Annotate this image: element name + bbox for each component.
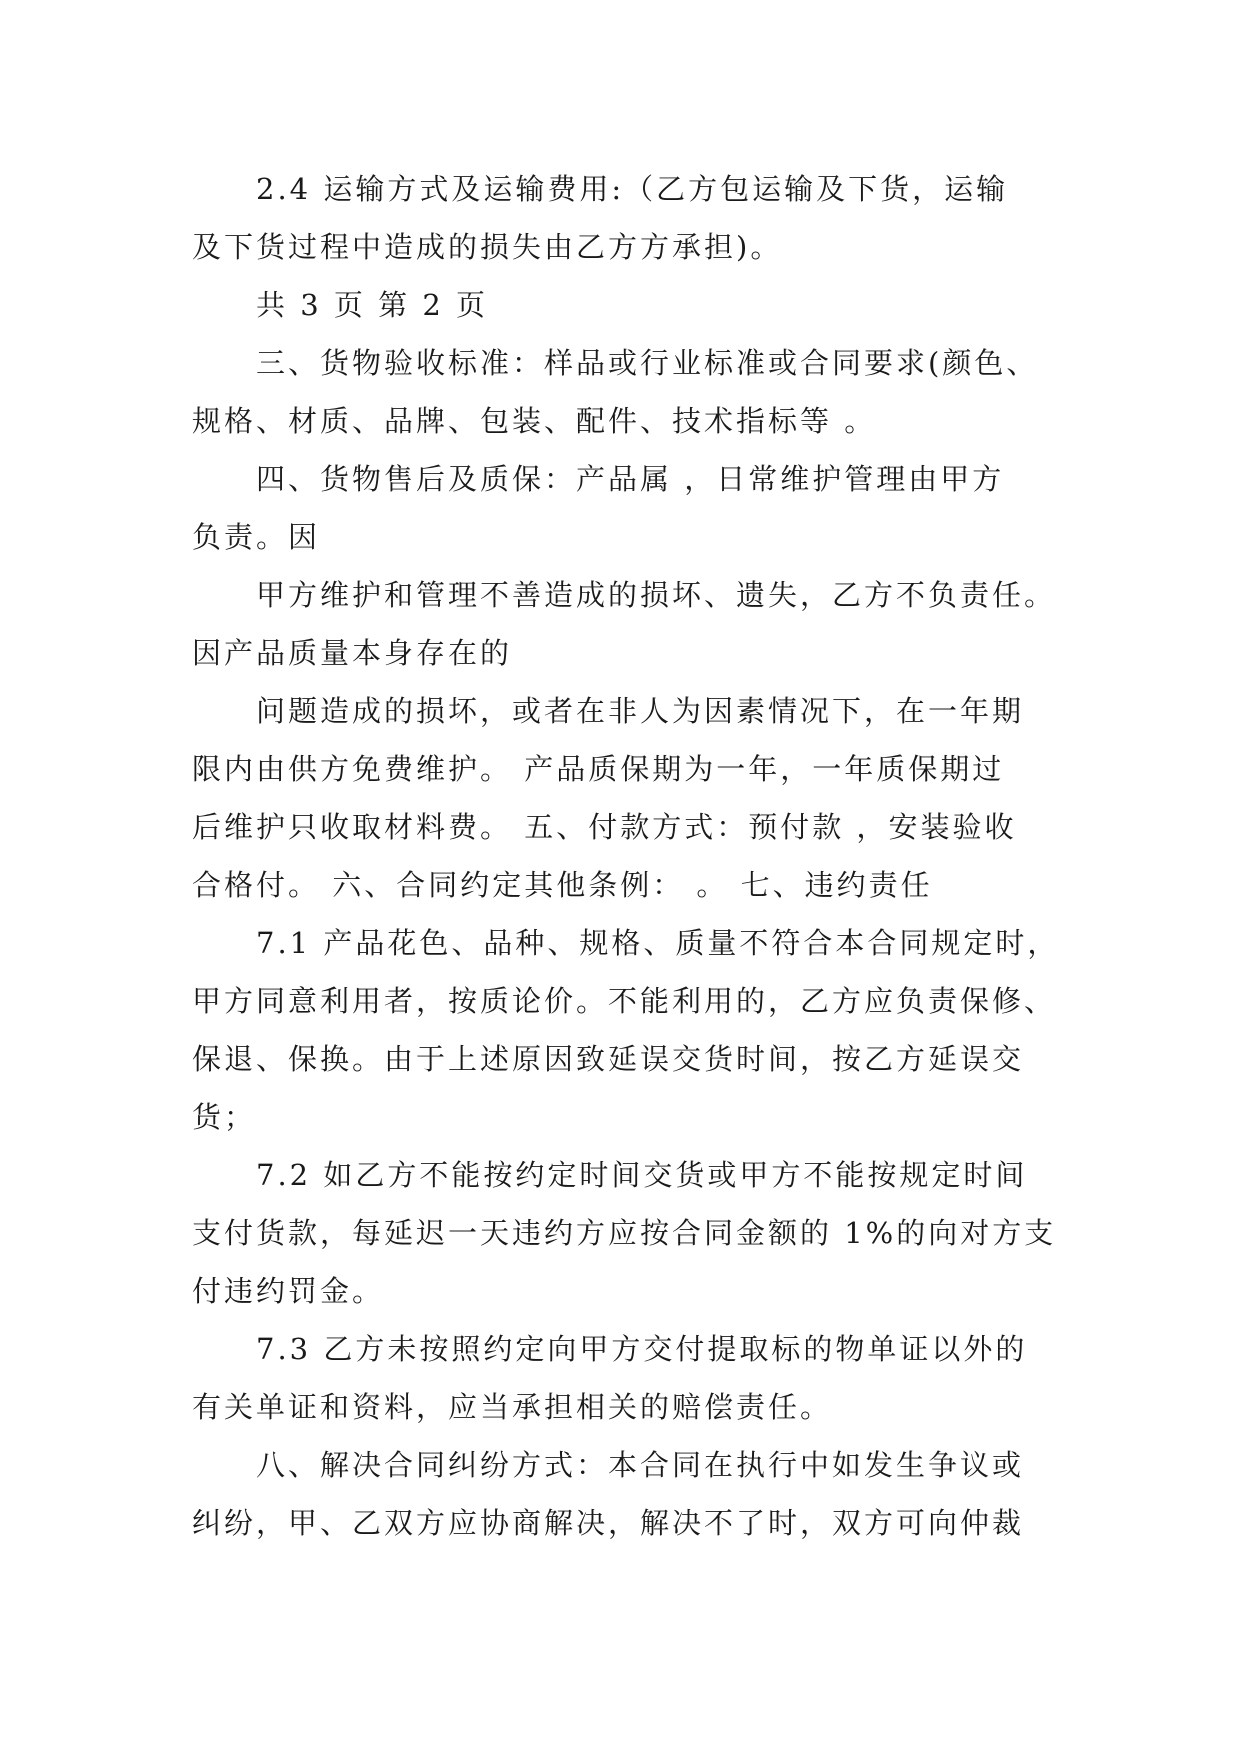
text-line: 四、货物售后及质保：产品属 ，日常维护管理由甲方	[256, 462, 1005, 496]
text-line: 后维护只收取材料费。 五、付款方式：预付款 ，安装验收	[192, 810, 1017, 844]
text-line: 支付货款，每延迟一天违约方应按合同金额的 1%的向对方支	[192, 1216, 1057, 1250]
text-line: 甲方维护和管理不善造成的损坏、遗失，乙方不负责任。	[256, 578, 1057, 612]
text-line: 甲方同意利用者，按质论价。不能利用的，乙方应负责保修、	[192, 984, 1057, 1018]
text-line: 付违约罚金。	[192, 1274, 385, 1308]
text-line: 7.1 产品花色、品种、规格、质量不符合本合同规定时，	[256, 926, 1060, 960]
text-line: 合格付。 六、合同约定其他条例： 。 七、违约责任	[192, 868, 933, 902]
text-line: 保退、保换。由于上述原因致延误交货时间，按乙方延误交	[192, 1042, 1025, 1076]
text-line: 问题造成的损坏，或者在非人为因素情况下，在一年期	[256, 694, 1025, 728]
document-body	[192, 160, 1060, 1552]
text-line: 2.4 运输方式及运输费用:（乙方包运输及下货，运输	[256, 172, 1009, 206]
page-counter-line: 共 3 页 第 2 页	[256, 288, 488, 322]
text-line: 规格、材质、品牌、包装、配件、技术指标等 。	[192, 404, 877, 438]
text-line: 限内由供方免费维护。 产品质保期为一年，一年质保期过	[192, 752, 1005, 786]
text-line: 及下货过程中造成的损失由乙方方承担)。	[192, 230, 783, 264]
text-line: 纠纷，甲、乙双方应协商解决，解决不了时，双方可向仲裁	[192, 1506, 1025, 1540]
text-line: 货；	[192, 1100, 257, 1134]
text-line: 负责。因	[192, 520, 321, 554]
text-line: 7.3 乙方未按照约定向甲方交付提取标的物单证以外的	[256, 1332, 1028, 1366]
text-line: 因产品质量本身存在的	[192, 636, 513, 670]
text-line: 7.2 如乙方不能按约定时间交货或甲方不能按规定时间	[256, 1158, 1028, 1192]
text-line: 有关单证和资料，应当承担相关的赔偿责任。	[192, 1390, 833, 1424]
text-line: 三、货物验收标准：样品或行业标准或合同要求(颜色、	[256, 346, 1039, 380]
text-line: 八、解决合同纠纷方式：本合同在执行中如发生争议或	[256, 1448, 1025, 1482]
